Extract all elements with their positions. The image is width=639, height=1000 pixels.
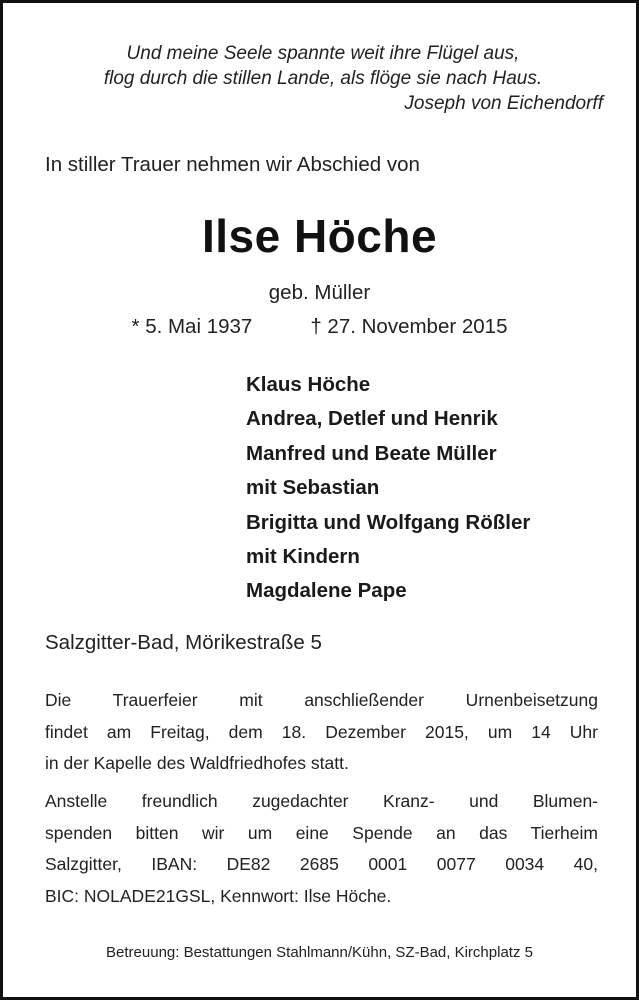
ceremony-paragraph [45, 685, 598, 780]
quote-author: Joseph von Eichendorff [404, 93, 603, 114]
quote-line: Und meine Seele spannte weit ihre Flügel aus, [126, 43, 520, 64]
quote-line: flog durch die stillen Lande, als flöge sie nach Haus. [103, 68, 543, 89]
mourner-line: Andrea, Detlef und Henrik [246, 407, 498, 431]
ceremony-line: Die Trauerfeier mit anschließender Urnenbeisetzung [45, 690, 598, 710]
donation-line: Anstelle freundlich zugedachter Kranz- und Blumen- [45, 791, 598, 811]
mourner-line: Klaus Höche [246, 373, 371, 396]
mourner-line: Magdalene Pape [246, 579, 407, 603]
poem-quote [43, 41, 603, 116]
death-date: † 27. November 2015 [310, 315, 508, 338]
mourner-line: mit Sebastian [246, 476, 380, 500]
intro-text: In stiller Trauer nehmen wir Abschied von [45, 153, 420, 176]
mourners-list [246, 368, 530, 609]
ceremony-line: in der Kapelle des Waldfriedhofes statt. [45, 753, 349, 774]
mourner-line: mit Kindern [246, 545, 360, 569]
life-dates [3, 315, 636, 339]
birth-date: * 5. Mai 1937 [131, 315, 253, 338]
ceremony-line: findet am Freitag, dem 18. Dezember 2015, um 14 Uhr [45, 721, 598, 742]
mourner-line: Manfred und Beate Müller [246, 441, 497, 465]
family-address: Salzgitter-Bad, Mörikestraße 5 [45, 631, 322, 654]
funeral-home-credit: Betreuung: Bestattungen Stahlmann/Kühn, SZ-Bad, Kirchplatz 5 [106, 944, 533, 961]
mourner-line: Brigitta und Wolfgang Rößler [246, 510, 531, 534]
donation-line: Salzgitter, IBAN: DE82 2685 0001 0077 0034 40, [45, 854, 598, 875]
maiden-name: geb. Müller [268, 281, 371, 304]
donation-line: spenden bitten wir um eine Spende an das Tierheim [45, 822, 598, 843]
deceased-name: Ilse Höche [201, 210, 438, 262]
donation-paragraph [45, 786, 598, 913]
donation-line: BIC: NOLADE21GSL, Kennwort: Ilse Höche. [45, 886, 392, 907]
